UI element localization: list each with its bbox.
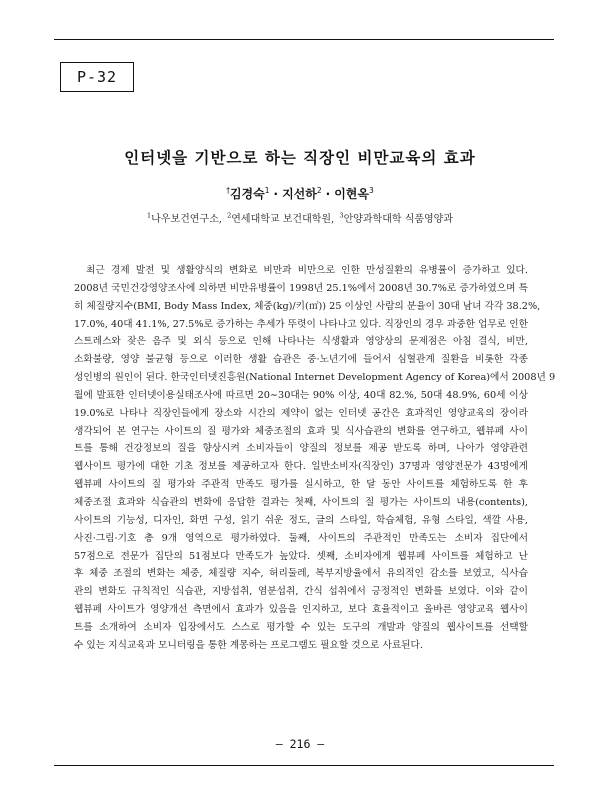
body-line: 생각되어 본 연구는 사이트의 질 평가와 체중조절의 효과 및 식사습관의 변화를 연구하고, 웹뷰페 사이 [74,425,528,437]
author-name: 김경숙 [229,187,265,201]
bottom-rule [54,765,554,766]
body-line: 후 체중 조절의 변화는 체중, 체질량 지수, 허리둘레, 복부지방율에서 유의적인 감소를 보였고, 식사습 [74,568,528,580]
author-separator: · [273,187,279,201]
abstract-body [74,262,556,655]
poster-number-badge: P-32 [60,62,134,92]
affiliation-name: 연세대학교 보건대학원, [231,214,335,225]
body-line: 사이트의 기능성, 디자인, 화면 구성, 읽기 쉬운 정도, 글의 스타일, 학습체험, 유형 스타일, 색깔 사용, [74,514,528,526]
top-rule [54,39,554,40]
body-line: 19.0%로 나타나 직장인들에게 장소와 시간의 제약이 없는 인터넷 공간은 효과적인 영양교육의 장이라 [74,407,528,419]
affiliation-mark: 2 [316,186,322,195]
affiliation-2 [227,211,335,225]
affiliation-mark: 2 [227,211,232,220]
affiliation-mark: 1 [264,186,270,195]
author-2 [282,187,322,201]
body-line: 히 체질량지수(BMI, Body Mass Index, 체중(kg)/키(㎡)) 25 이상인 사람의 분율이 30대 남녀 각각 38.2%, [74,300,541,312]
body-line: 웹뷰페 사이트가 영양개선 측면에서 효과가 있음을 인지하고, 보다 효율적이고 올바른 영양교육 웹사이 [74,604,528,616]
body-line: 2008년 국민건강영양조사에 의하면 비만유병률이 1998년 25.1%에서 2008년 30.7%로 증가하였으며 특 [74,282,528,294]
body-line: 월에 발표한 인터넷이용실태조사에 따르면 20∼30대는 90% 이상, 40대 82.%, 50대 48.9%, 60세 이상 [74,389,528,401]
body-line: 소화불량, 영양 불균형 등으로 이러한 생활 습관은 중·노년기에 들어서 심혈관계 질환을 비롯한 각종 [74,354,528,366]
body-line: 최근 경제 발전 및 생활양식의 변화로 비만과 비만으로 인한 만성질환의 유병률이 증가하고 있다. [86,265,528,276]
body-line: 17.0%, 40대 41.1%, 27.5%로 증가하는 추세가 뚜렷이 나타나고 있다. 직장인의 경우 과중한 업무로 인한 [74,318,528,330]
body-line: 웹뷰페 사이트의 질 평가와 주관적 만족도 평가를 실시하고, 한 달 동안 사이트를 체험하도록 한 후 [74,479,528,491]
affiliation-list [0,210,600,225]
author-name: 이현옥 [334,187,369,201]
author-1 [226,187,269,201]
author-3 [334,187,374,201]
affiliation-3 [339,211,454,225]
body-line: 트를 소개하여 소비자 입장에서도 스스로 평가할 수 있는 도구의 개발과 양질의 웹사이트를 선택할 [74,621,528,633]
body-line: 트를 통해 건강정보의 질을 향상시켜 소비자들이 양질의 정보를 제공 받도록 하며, 나아가 영양관련 [74,443,528,455]
affiliation-mark: 1 [146,211,152,220]
paper-title: 인터넷을 기반으로 하는 직장인 비만교육의 효과 [124,149,476,167]
author-separator: · [325,187,331,201]
body-line: 웹사이트 평가에 대한 기초 정보를 제공하고자 한다. 일반소비자(직장인) 37명과 영양전문가 43명에게 [74,461,528,473]
body-line: 사진·그림·기호 총 9개 영역으로 평가하였다. 둘째, 사이트의 주관적인 만족도는 소비자 집단에서 [74,532,528,544]
affiliation-name: 나우보건연구소, [151,214,222,225]
body-line: 성인병의 원인이 된다. 한국인터넷진흥원(National Internet Development Agency of Korea)에서 2008년 9 [74,372,556,384]
body-line: 스트레스와 잦은 음주 및 외식 등으로 인해 나타나는 식생활과 영양상의 문제점은 아침 결식, 비만, [74,336,528,348]
page-number: – 216 – [275,737,325,751]
affiliation-mark: 3 [369,186,374,195]
body-line: 관의 변화도 규칙적인 식습관, 지방섭취, 염분섭취, 간식 섭취에서 긍정적인 변화를 보였다. 이와 같이 [74,586,528,598]
affiliation-1 [146,211,222,225]
affiliation-mark: 3 [339,211,344,220]
corresponding-mark: † [226,186,230,195]
affiliation-name: 안양과학대학 식품영양과 [343,214,454,225]
author-name: 지선하 [282,187,317,201]
body-line: 수 있는 지식교육과 모니터링을 통한 계몽하는 프로그램도 필요할 것으로 사료된다. [74,639,423,651]
author-list [0,185,600,202]
body-line: 체중조절 효과와 식습관의 변화에 응답한 결과는 첫째, 사이트의 질 평가는 사이트의 내용(contents), [74,496,528,508]
body-line: 57점으로 전문가 집단의 51점보다 만족도가 높았다. 셋째, 소비자에게 웹뷰페 사이트를 체험하고 난 [74,550,528,562]
